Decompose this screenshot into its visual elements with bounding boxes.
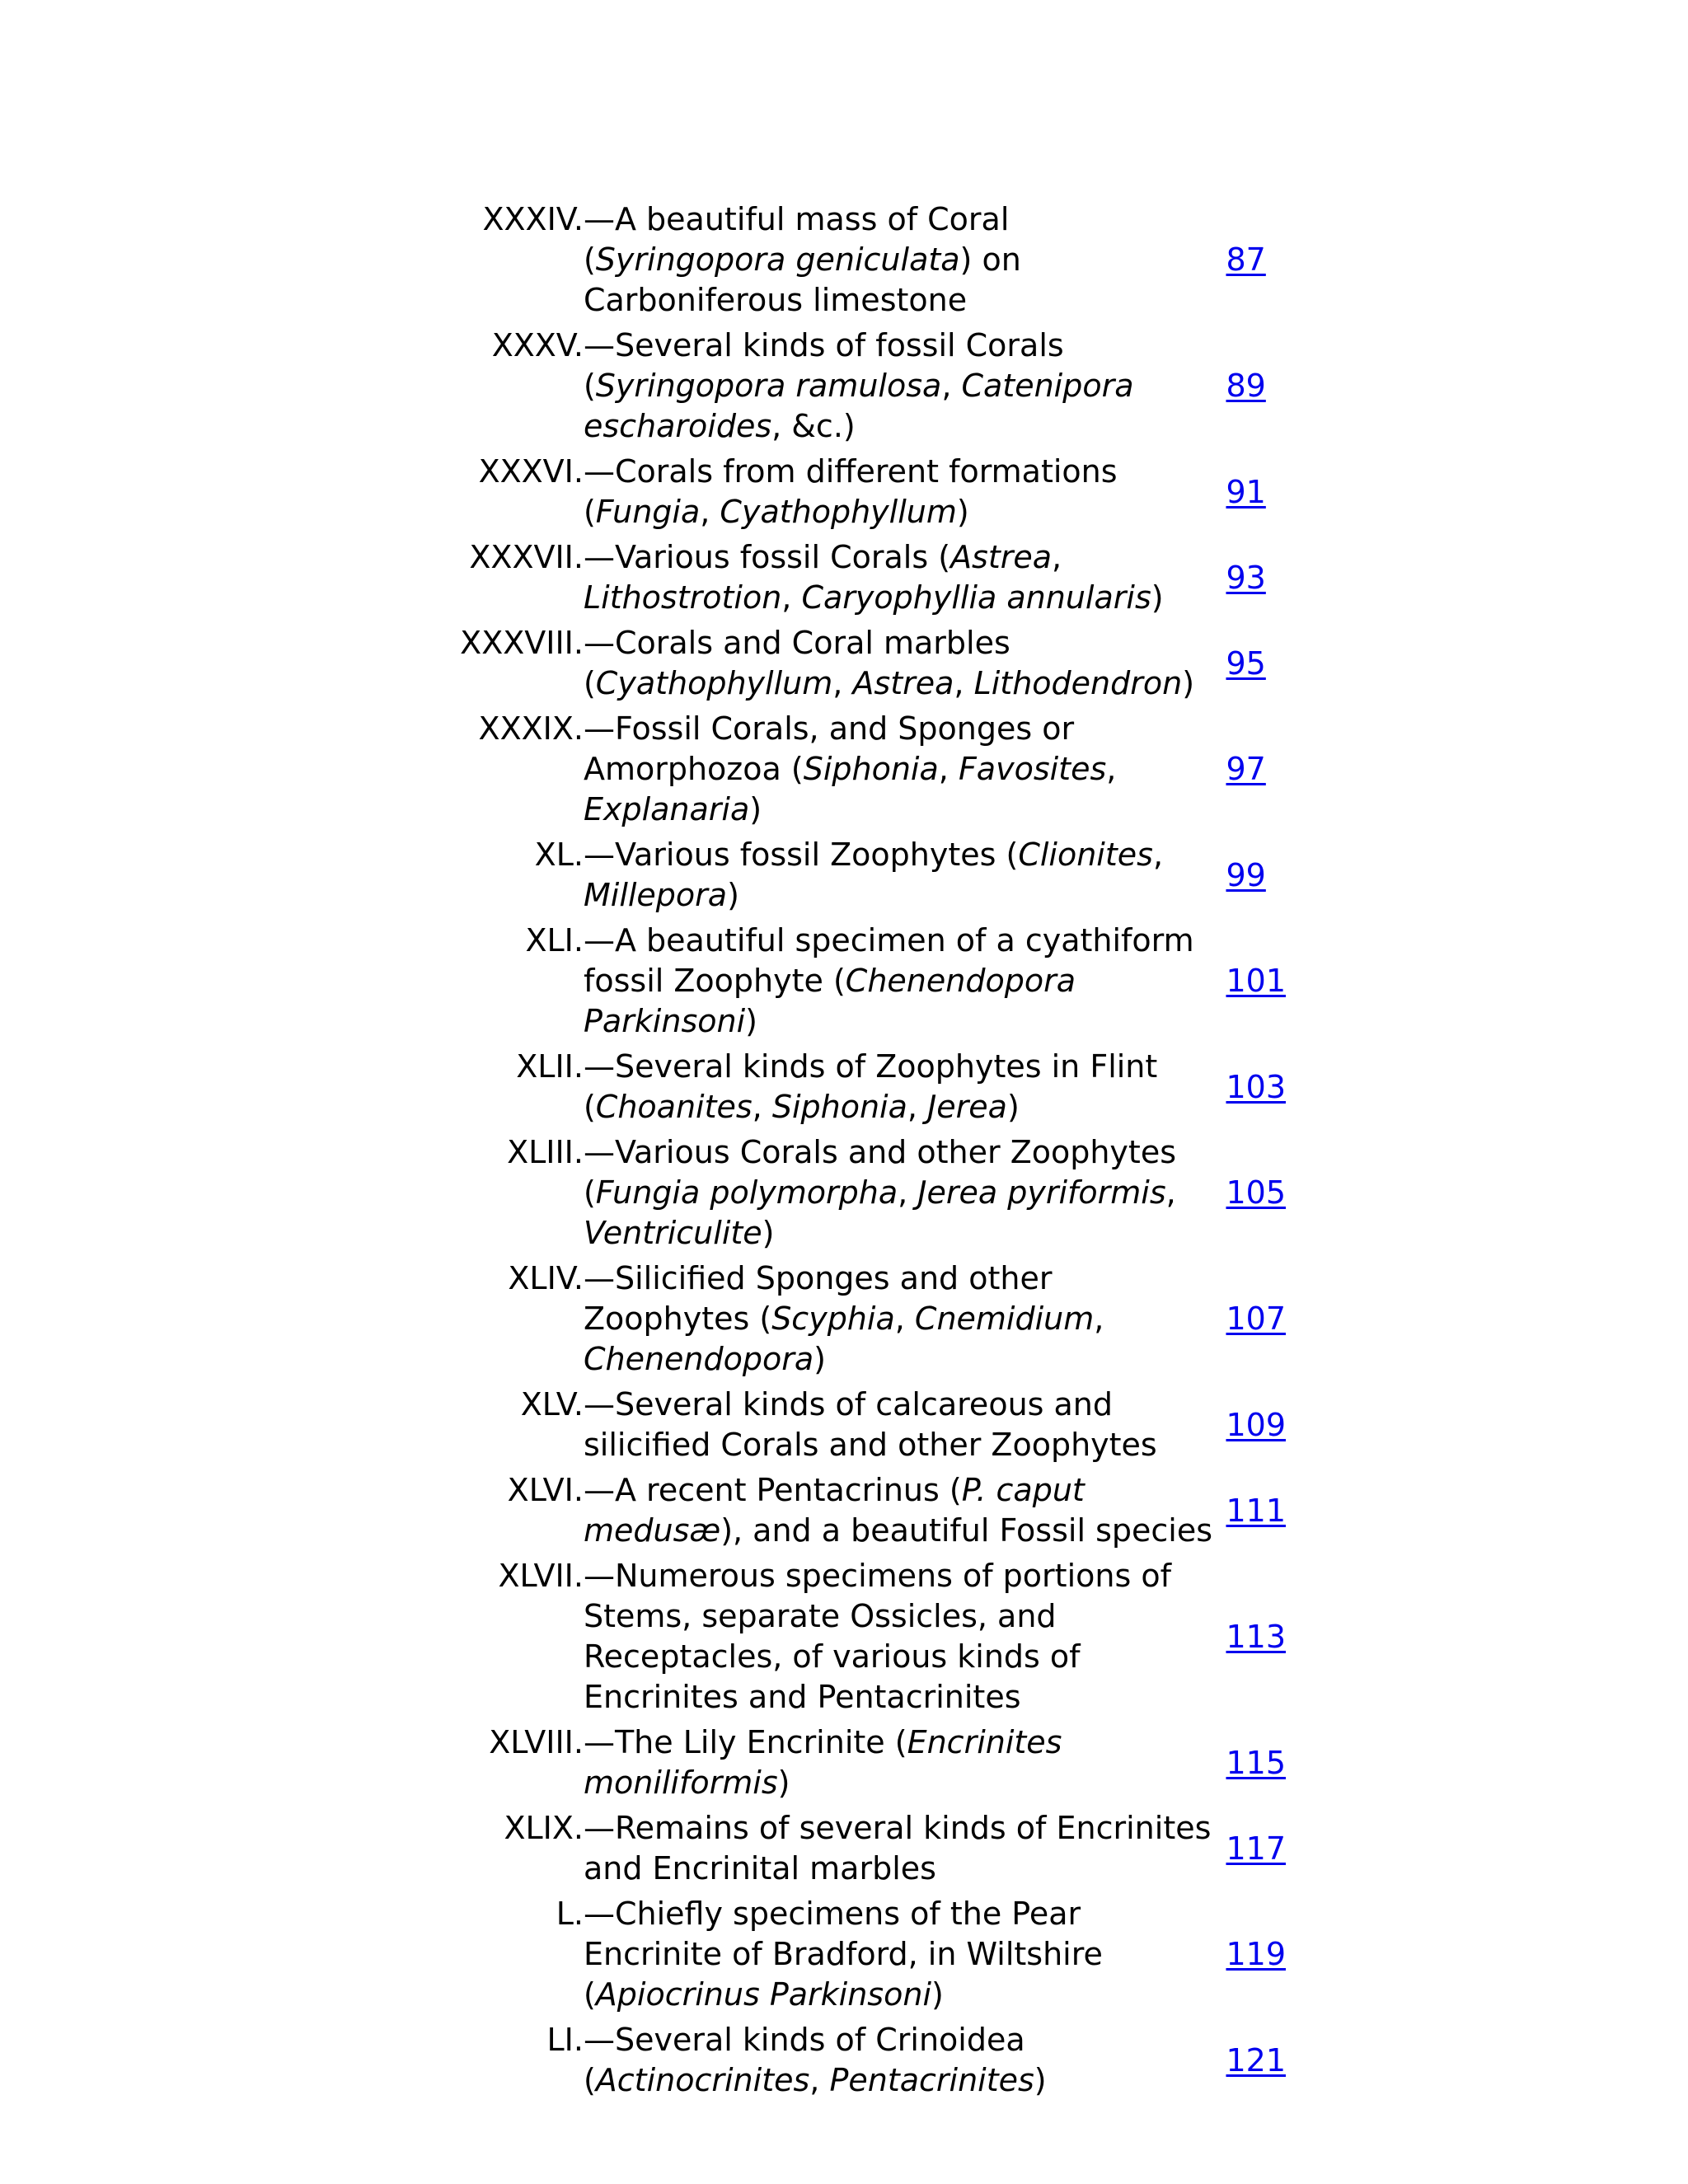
species-name: Scyphia bbox=[771, 1301, 895, 1337]
page-cell bbox=[1226, 448, 1286, 534]
plate-list-body bbox=[445, 196, 1286, 2102]
description-text: , bbox=[941, 368, 962, 404]
description-text: ) bbox=[931, 1976, 944, 2013]
plate-entry bbox=[445, 448, 1286, 534]
species-name: Jerea pyriformis bbox=[917, 1174, 1166, 1211]
species-name: Syringopora ramulosa bbox=[595, 368, 942, 404]
description-text: ) on Carboniferous limestone bbox=[583, 241, 1021, 318]
plate-number: XLIX. bbox=[504, 1810, 584, 1846]
plate-number: XLVII. bbox=[498, 1558, 584, 1594]
page-link[interactable]: 93 bbox=[1226, 559, 1266, 596]
species-name: Siphonia bbox=[803, 751, 939, 787]
plate-entry bbox=[445, 322, 1286, 448]
plate-number: XLVI. bbox=[507, 1472, 584, 1508]
description-text: —Numerous specimens of portions of Stems, separate Ossicles, and Receptacles, of various kinds of Encrinites and Pentacrinites bbox=[583, 1558, 1171, 1715]
description-text: —Remains of several kinds of Encrinites and Encrinital marbles bbox=[583, 1810, 1212, 1886]
species-name: Millepora bbox=[583, 877, 728, 913]
species-name: Fungia polymorpha bbox=[595, 1174, 898, 1211]
page-cell bbox=[1226, 1467, 1286, 1553]
species-name: Syringopora geniculata bbox=[595, 241, 960, 278]
plate-entry bbox=[445, 1467, 1286, 1553]
plate-number: XLIII. bbox=[507, 1134, 584, 1170]
page-link[interactable]: 87 bbox=[1226, 241, 1266, 278]
plate-number: LI. bbox=[546, 2022, 584, 2058]
description-text: —Several kinds of calcareous and silicified Corals and other Zoophytes bbox=[583, 1386, 1157, 1463]
plate-description bbox=[584, 832, 1226, 917]
plate-description bbox=[584, 1255, 1226, 1381]
species-name: Lithostrotion bbox=[583, 579, 782, 616]
description-text: , bbox=[894, 1301, 915, 1337]
page-cell bbox=[1226, 1381, 1286, 1467]
page-link[interactable]: 95 bbox=[1226, 644, 1266, 682]
description-text: , bbox=[1052, 539, 1062, 575]
species-name: Siphonia bbox=[771, 1089, 907, 1125]
description-text: ) bbox=[1151, 579, 1164, 616]
page-link[interactable]: 107 bbox=[1226, 1301, 1286, 1337]
plate-entry bbox=[445, 1553, 1286, 1719]
description-text: —The Lily Encrinite ( bbox=[583, 1724, 907, 1760]
description-text: , bbox=[832, 665, 853, 701]
species-name: Chenendopora bbox=[583, 1341, 814, 1377]
description-text: ) bbox=[745, 1003, 757, 1039]
description-text: ), and a beautiful Fossil species bbox=[720, 1512, 1212, 1549]
page-link[interactable]: 113 bbox=[1226, 1618, 1286, 1655]
page-link[interactable]: 103 bbox=[1226, 1068, 1286, 1105]
plate-entry bbox=[445, 1891, 1286, 2017]
plate-description bbox=[584, 1891, 1226, 2017]
plate-entry bbox=[445, 705, 1286, 832]
page-cell bbox=[1226, 2017, 1286, 2102]
page-link[interactable]: 101 bbox=[1226, 963, 1286, 999]
species-name: Jerea bbox=[927, 1089, 1007, 1125]
description-text: , bbox=[752, 1089, 772, 1125]
species-name: Lithodendron bbox=[973, 665, 1183, 701]
species-name: Apiocrinus Parkinsoni bbox=[595, 1976, 931, 2013]
plate-list-table bbox=[445, 196, 1286, 2102]
species-name: Caryophyllia annularis bbox=[801, 579, 1151, 616]
description-text: —Chiefly specimens of the Pear Encrinite of Bradford, in Wiltshire ( bbox=[583, 1896, 1103, 2013]
description-text: , bbox=[1106, 751, 1117, 787]
plate-number: XLI. bbox=[525, 922, 584, 958]
page-link[interactable]: 89 bbox=[1226, 368, 1266, 404]
plate-number: L. bbox=[556, 1896, 584, 1932]
description-text: —A recent Pentacrinus ( bbox=[583, 1472, 962, 1508]
page-link[interactable]: 109 bbox=[1226, 1406, 1286, 1443]
plate-description bbox=[584, 1381, 1226, 1467]
page-link[interactable]: 97 bbox=[1226, 751, 1266, 787]
page-cell bbox=[1226, 705, 1286, 832]
plate-description bbox=[584, 196, 1226, 322]
plate-number: XLII. bbox=[516, 1048, 584, 1085]
description-text: —Several kinds of fossil Corals ( bbox=[583, 327, 1064, 404]
page-cell bbox=[1226, 832, 1286, 917]
species-name: Fungia bbox=[595, 494, 701, 530]
plate-description bbox=[584, 322, 1226, 448]
description-text: ) bbox=[777, 1765, 790, 1801]
plate-entry bbox=[445, 832, 1286, 917]
page-link[interactable]: 91 bbox=[1226, 473, 1266, 510]
plate-number: XXXV. bbox=[491, 327, 584, 363]
page-cell bbox=[1226, 1129, 1286, 1255]
plate-entry bbox=[445, 1255, 1286, 1381]
species-name: Astrea bbox=[950, 539, 1053, 575]
plate-number: XLV. bbox=[520, 1386, 584, 1422]
description-text: , bbox=[954, 665, 974, 701]
species-name: Actinocrinites bbox=[595, 2062, 810, 2098]
species-name: Encrinites moniliformis bbox=[583, 1724, 1062, 1801]
plate-number: XLIV. bbox=[508, 1260, 584, 1296]
description-text: —Corals from different formations ( bbox=[583, 453, 1118, 530]
plate-number: XXXVII. bbox=[469, 539, 584, 575]
description-text: —A beautiful mass of Coral ( bbox=[583, 201, 1010, 278]
page-cell bbox=[1226, 1805, 1286, 1891]
plate-number: XLVIII. bbox=[489, 1724, 584, 1760]
page-link[interactable]: 119 bbox=[1226, 1936, 1286, 1972]
page-cell bbox=[1226, 1553, 1286, 1719]
species-name: Astrea bbox=[852, 665, 954, 701]
description-text: , bbox=[781, 579, 802, 616]
page-link[interactable]: 99 bbox=[1226, 856, 1266, 893]
description-text: , bbox=[1152, 837, 1164, 873]
plate-entry bbox=[445, 1381, 1286, 1467]
description-text: , bbox=[938, 751, 959, 787]
plate-description bbox=[584, 534, 1226, 620]
description-text: —Corals and Coral marbles ( bbox=[583, 625, 1010, 701]
plate-description bbox=[584, 1553, 1226, 1719]
description-text: —Various Corals and other Zoophytes ( bbox=[583, 1134, 1176, 1211]
species-name: Explanaria bbox=[583, 791, 750, 827]
plate-description bbox=[584, 448, 1226, 534]
species-name: Catenipora escharoides bbox=[583, 368, 1134, 444]
plate-entry bbox=[445, 2017, 1286, 2102]
page-link[interactable]: 105 bbox=[1226, 1174, 1286, 1211]
plate-entry bbox=[445, 1719, 1286, 1805]
page-cell bbox=[1226, 322, 1286, 448]
plate-entry bbox=[445, 196, 1286, 322]
plate-entry bbox=[445, 534, 1286, 620]
description-text: ) bbox=[956, 494, 969, 530]
species-name: Cyathophyllum bbox=[595, 665, 833, 701]
plate-number: XXXIX. bbox=[478, 710, 584, 747]
species-name: Chenendopora Parkinsoni bbox=[583, 963, 1076, 1039]
description-text: —Various fossil Corals ( bbox=[583, 539, 951, 575]
plate-description bbox=[584, 1805, 1226, 1891]
page-cell bbox=[1226, 1255, 1286, 1381]
description-text: —Silicified Sponges and other Zoophytes ( bbox=[583, 1260, 1053, 1337]
plate-number: XXXIV. bbox=[482, 201, 584, 237]
page-cell bbox=[1226, 1719, 1286, 1805]
description-text: ) bbox=[1006, 1089, 1020, 1125]
plate-entry bbox=[445, 620, 1286, 705]
page-cell bbox=[1226, 1891, 1286, 2017]
description-text: ) bbox=[1034, 2062, 1047, 2098]
description-text: , bbox=[1094, 1301, 1104, 1337]
plate-entry bbox=[445, 1129, 1286, 1255]
description-text: —A beautiful specimen of a cyathiform fossil Zoophyte ( bbox=[583, 922, 1194, 999]
plate-description bbox=[584, 2017, 1226, 2102]
description-text: , bbox=[898, 1174, 918, 1211]
species-name: Clionites bbox=[1018, 837, 1153, 873]
page-link[interactable]: 121 bbox=[1226, 2041, 1286, 2079]
description-text: , bbox=[700, 494, 720, 530]
plate-entry bbox=[445, 917, 1286, 1043]
species-name: Pentacrinites bbox=[829, 2062, 1034, 2098]
description-text: , &c.) bbox=[771, 408, 856, 444]
page-link[interactable]: 111 bbox=[1226, 1492, 1286, 1529]
plate-number: XL. bbox=[534, 837, 584, 873]
page-cell bbox=[1226, 620, 1286, 705]
description-text: —Several kinds of Zoophytes in Flint ( bbox=[583, 1048, 1158, 1125]
plate-description bbox=[584, 1467, 1226, 1553]
species-name: Cnemidium bbox=[914, 1301, 1095, 1337]
plate-description bbox=[584, 1043, 1226, 1129]
page-cell bbox=[1226, 917, 1286, 1043]
page-cell bbox=[1226, 196, 1286, 322]
description-text: ) bbox=[749, 791, 762, 827]
description-text: , bbox=[809, 2062, 830, 2098]
page-link[interactable]: 117 bbox=[1226, 1830, 1286, 1867]
plate-number: XXXVIII. bbox=[460, 625, 584, 661]
plate-entry bbox=[445, 1805, 1286, 1891]
description-text: —Various fossil Zoophytes ( bbox=[583, 837, 1019, 873]
description-text: ) bbox=[814, 1341, 826, 1377]
description-text: , bbox=[1165, 1174, 1176, 1211]
description-text: ) bbox=[1182, 665, 1195, 701]
species-name: P. caput medusæ bbox=[583, 1472, 1085, 1549]
description-text: ) bbox=[762, 1215, 775, 1251]
plate-description bbox=[584, 1719, 1226, 1805]
plate-description bbox=[584, 705, 1226, 832]
page-cell bbox=[1226, 1043, 1286, 1129]
species-name: Choanites bbox=[595, 1089, 753, 1125]
plate-description bbox=[584, 917, 1226, 1043]
page-link[interactable]: 115 bbox=[1226, 1744, 1286, 1781]
plate-number: XXXVI. bbox=[478, 453, 584, 490]
species-name: Cyathophyllum bbox=[720, 494, 957, 530]
description-text: —Several kinds of Crinoidea ( bbox=[583, 2022, 1025, 2098]
plate-description bbox=[584, 620, 1226, 705]
plate-description bbox=[584, 1129, 1226, 1255]
description-text: ) bbox=[727, 877, 739, 913]
plate-entry bbox=[445, 1043, 1286, 1129]
species-name: Favosites bbox=[958, 751, 1107, 787]
page-cell bbox=[1226, 534, 1286, 620]
description-text: —Fossil Corals, and Sponges or Amorphozoa ( bbox=[583, 710, 1075, 787]
species-name: Ventriculite bbox=[583, 1215, 762, 1251]
description-text: , bbox=[907, 1089, 928, 1125]
